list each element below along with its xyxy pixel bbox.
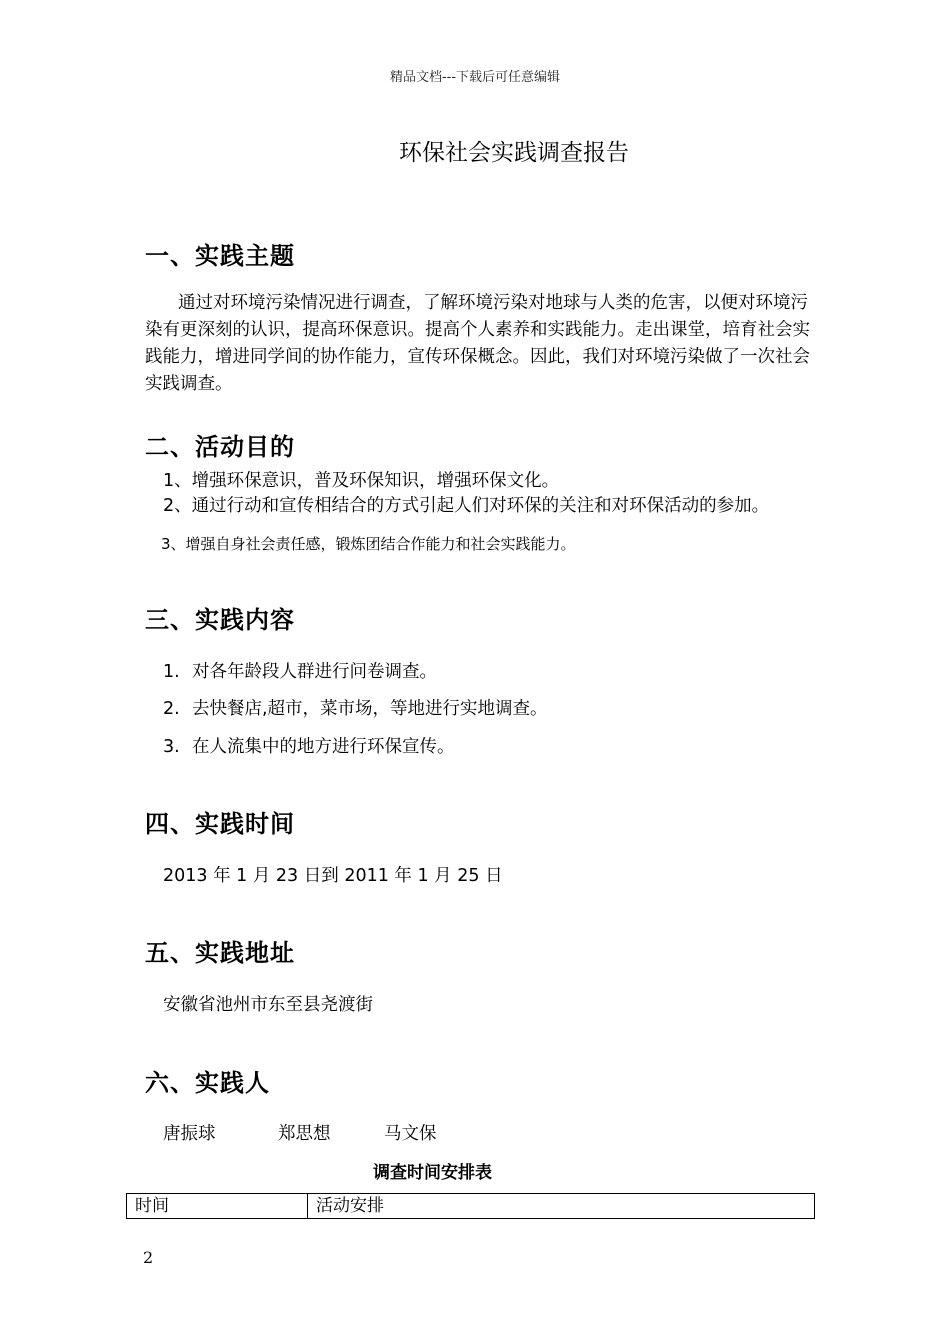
schedule-header-row — [127, 1194, 815, 1219]
page-number: 2 — [143, 1248, 154, 1267]
schedule-header-activity: 活动安排 — [308, 1194, 815, 1219]
goal-item: 2、通过行动和宣传相结合的方式引起人们对环保的关注和对环保活动的参加。 — [163, 496, 770, 516]
section-heading-time: 四、实践时间 — [145, 810, 295, 838]
theme-paragraph — [145, 290, 825, 398]
section-heading-theme: 一、实践主题 — [145, 242, 295, 270]
participant-name: 马文保 — [384, 1124, 437, 1144]
page-header: 精品文档---下载后可任意编辑 — [389, 70, 561, 85]
section-heading-content: 三、实践内容 — [145, 606, 295, 634]
schedule-header-time: 时间 — [127, 1194, 308, 1219]
content-item — [163, 733, 455, 758]
content-item-number: 1. — [163, 662, 180, 682]
document-title: 环保社会实践调查报告 — [399, 140, 629, 166]
goal-item: 3、增强自身社会责任感，锻炼团结合作能力和社会实践能力。 — [161, 535, 576, 553]
content-item-text: 对各年龄段人群进行问卷调查。 — [192, 662, 437, 682]
content-item-number: 3. — [163, 737, 180, 757]
content-item-text: 去快餐店,超市，菜市场，等地进行实地调查。 — [192, 699, 548, 719]
schedule-table — [126, 1193, 815, 1219]
practice-address: 安徽省池州市东至县尧渡街 — [163, 995, 373, 1015]
section-heading-goals: 二、活动目的 — [145, 433, 295, 461]
content-item — [163, 658, 437, 683]
participant-name: 唐振球 — [163, 1124, 216, 1144]
content-item — [163, 695, 548, 720]
section-heading-address: 五、实践地址 — [145, 939, 295, 967]
goal-item: 1、增强环保意识，普及环保知识，增强环保文化。 — [163, 471, 560, 491]
content-item-number: 2. — [163, 699, 180, 719]
section-heading-people: 六、实践人 — [145, 1069, 270, 1097]
theme-paragraph-text: 通过对环境污染情况进行调查，了解环境污染对地球与人类的危害，以便对环境污染有更深刻的认识，提高环保意识。提高个人素养和实践能力。走出课堂，培育社会实践能力，增进同学间的协作能力，宣传环保概念。因此，我们对环境污染做了一次社会实践调查。 — [145, 293, 810, 394]
practice-time: 2013 年 1 月 23 日到 2011 年 1 月 25 日 — [163, 866, 503, 886]
schedule-caption: 调查时间安排表 — [373, 1163, 492, 1183]
participant-name: 郑思想 — [278, 1124, 331, 1144]
content-item-text: 在人流集中的地方进行环保宣传。 — [192, 737, 455, 757]
